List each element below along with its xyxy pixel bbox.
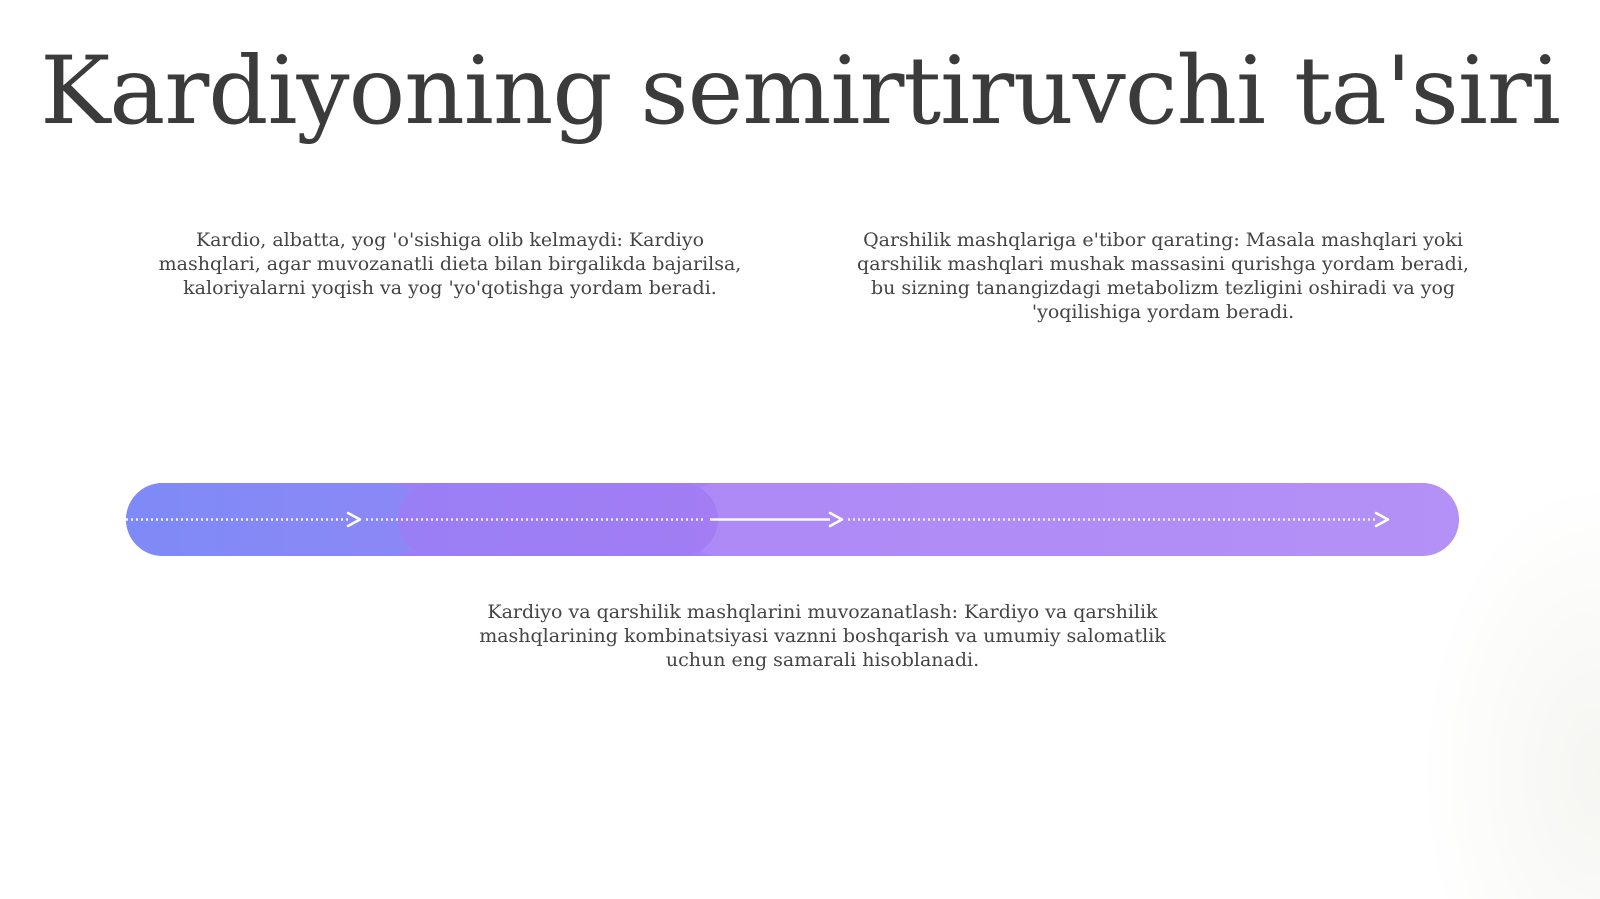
timeline-bar	[126, 483, 1459, 556]
slide-title: Kardiyoning semirtiruvchi ta'siri	[40, 37, 1560, 146]
text-block-balance: Kardiyo va qarshilik mashqlarini muvozanatlash: Kardiyo va qarshilik mashqlarining kombinatsiyasi vaznni boshqarish va umumiy salomatlik uchun eng samarali hisoblanadi.	[479, 601, 1166, 671]
timeline-arrows	[126, 483, 1459, 556]
background-glow	[1420, 479, 1600, 899]
arrow-right-icon	[830, 513, 842, 526]
text-block-resistance: Qarshilik mashqlariga e'tibor qarating: Masala mashqlari yoki qarshilik mashqlari mushak massasini qurishga yordam beradi, bu sizning tanangizdagi metabolizm tezligini oshiradi va yog 'yoqilishiga yordam beradi.	[857, 229, 1469, 323]
text-block-cardio: Kardio, albatta, yog 'o'sishiga olib kelmaydi: Kardiyo mashqlari, agar muvozanatli dieta bilan birgalikda bajarilsa, kaloriyalarni yoqish va yog 'yo'qotishga yordam beradi.	[158, 229, 742, 299]
arrow-right-icon	[348, 513, 360, 526]
arrow-right-icon	[1376, 513, 1388, 526]
